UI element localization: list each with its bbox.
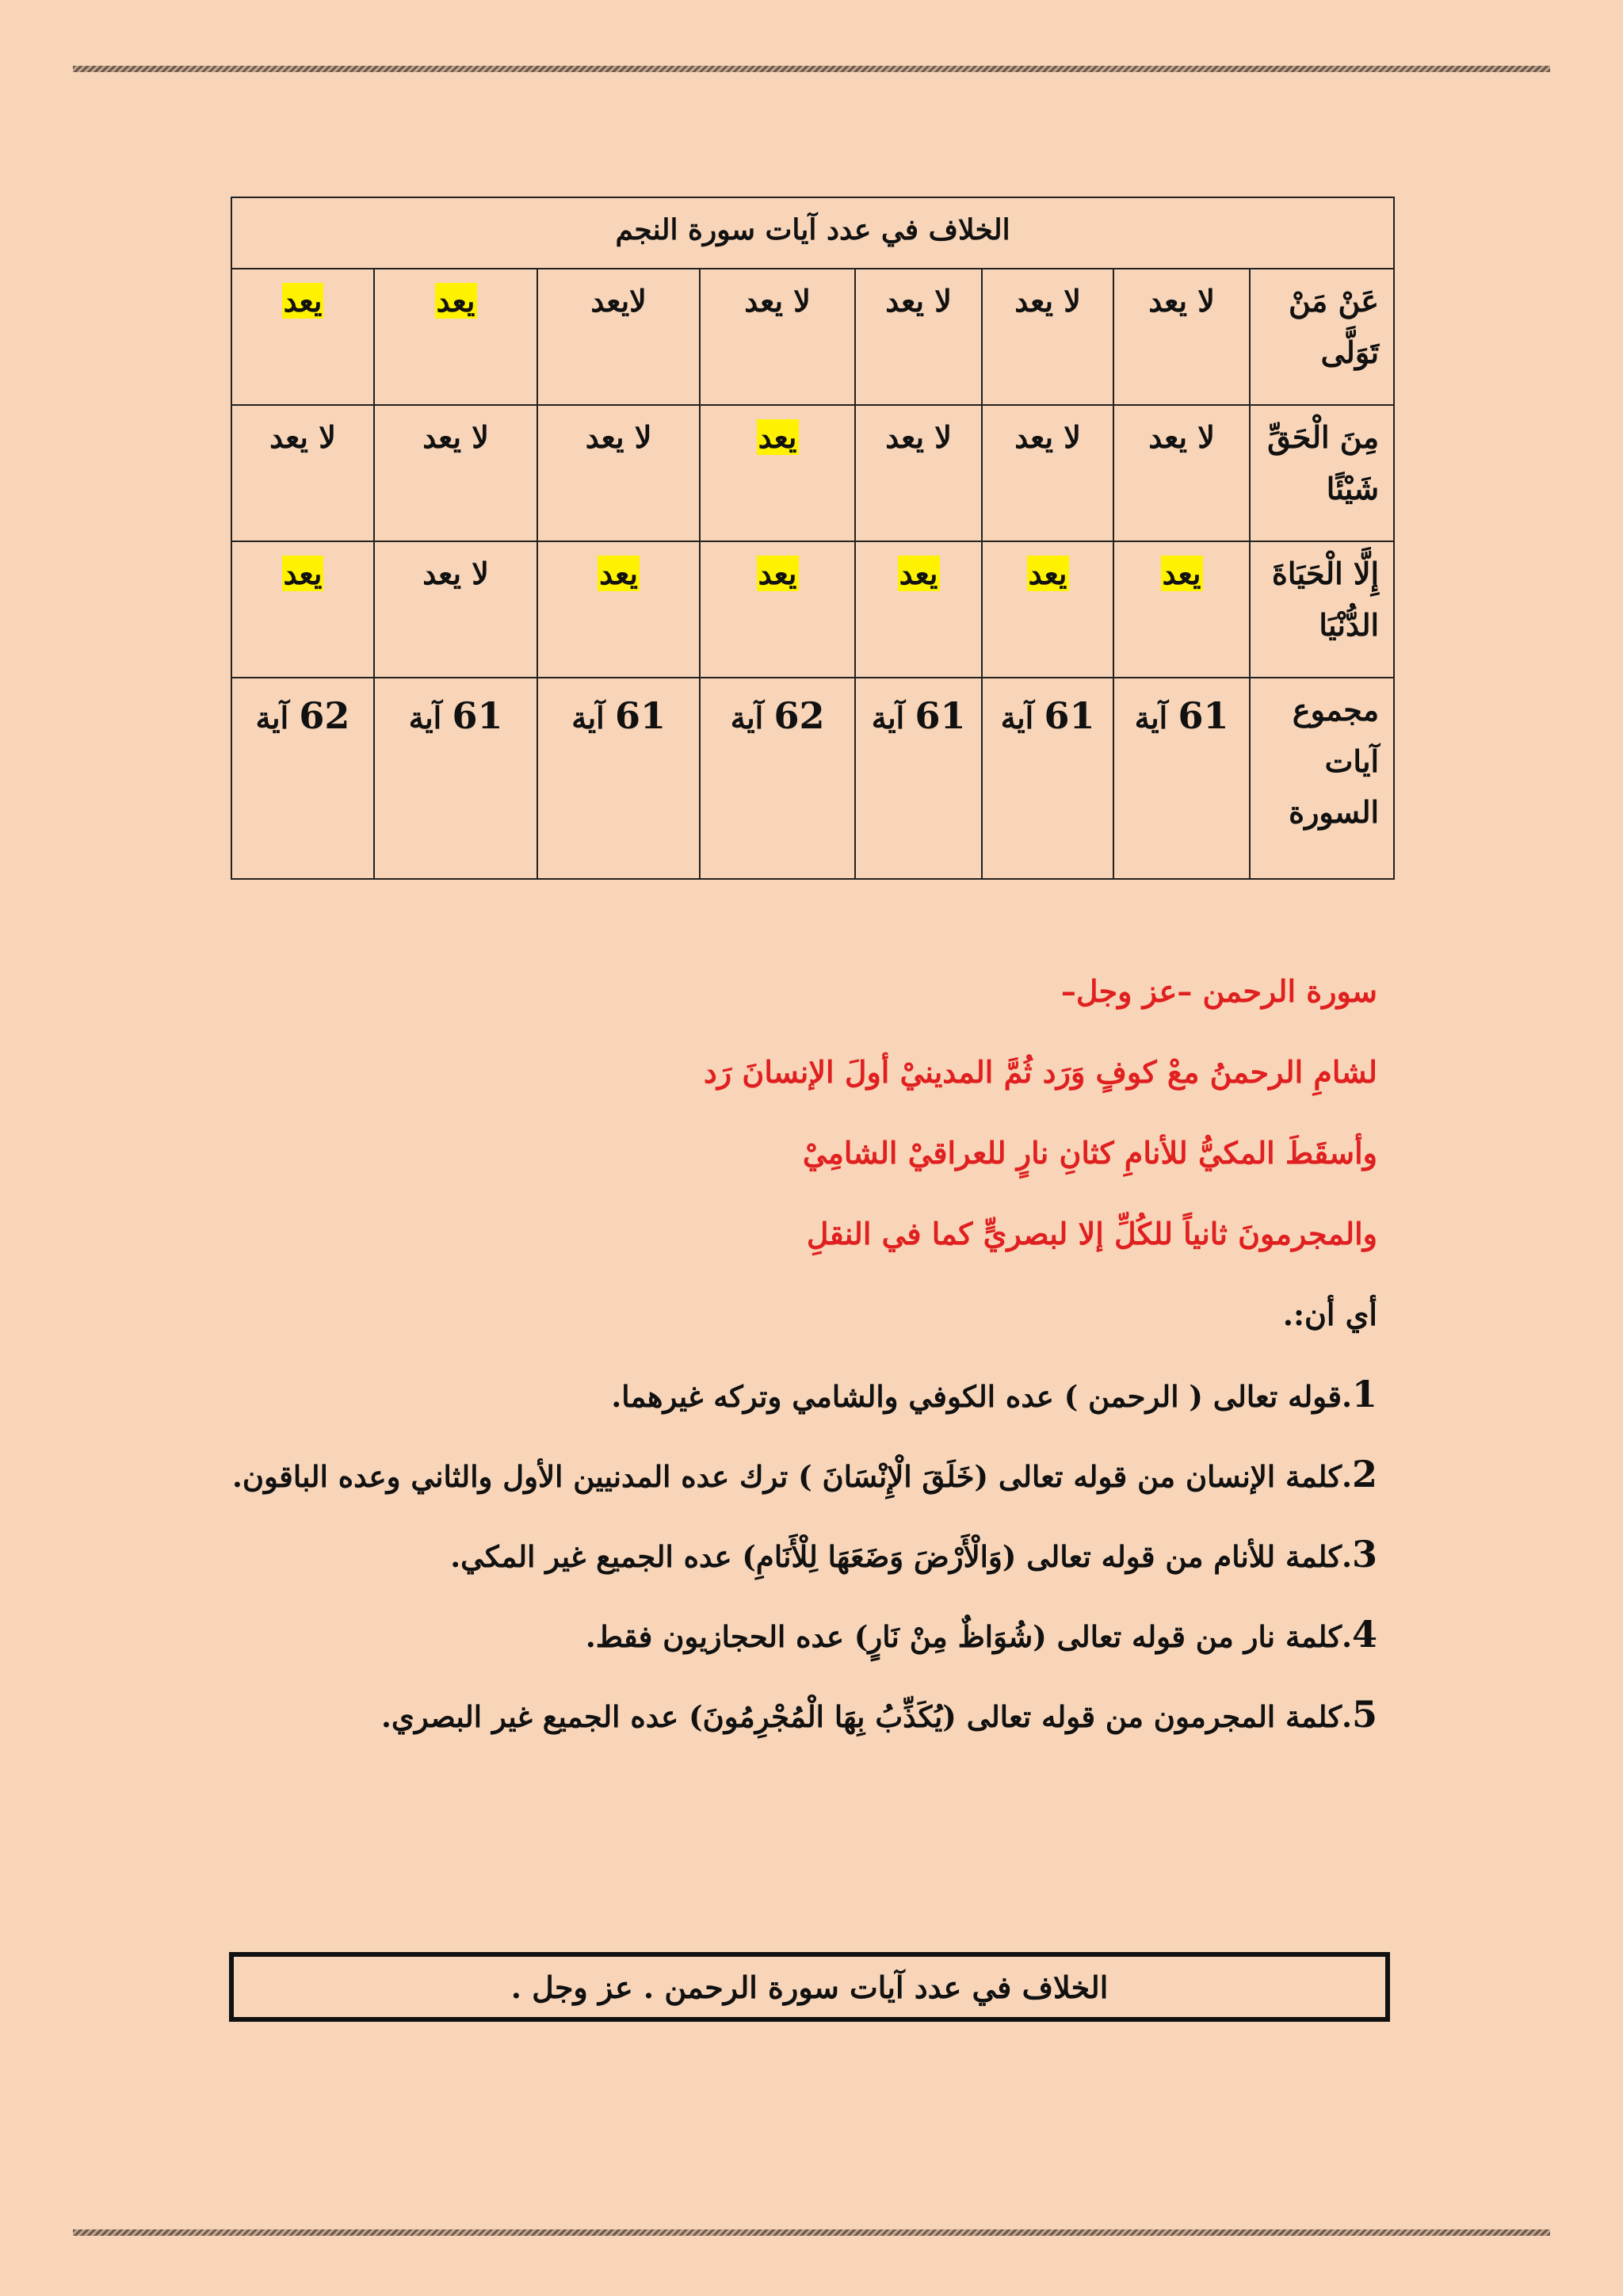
table-cell: لا يعد [374,541,537,678]
table-cell: لا يعد [855,405,982,541]
row-label: إِلَّا الْحَيَاةَ الدُّنْيَا [1250,541,1394,678]
row-label: مِنَ الْحَقِّ شَيْئًا [1250,405,1394,541]
box-title: الخلاف في عدد آيات سورة الرحمن . عز وجل . [510,1969,1109,2005]
bottom-decorative-rule [73,2229,1550,2236]
row-label: مجموع آيات السورة [1250,678,1394,879]
list-item: 1.قوله تعالى ( الرحمن ) عده الكوفي والشامي وتركه غيرهما. [611,1373,1377,1415]
table-cell: لا يعد [374,405,537,541]
total-cell: 61 آية [982,678,1113,879]
table-cell: لا يعد [855,269,982,405]
table-cell: لا يعد [982,269,1113,405]
table-cell: لا يعد [1113,269,1250,405]
table-cell: لايعد [537,269,700,405]
table-cell: يعد [700,405,855,541]
top-decorative-rule [73,66,1550,72]
list-item: 3.كلمة للأنام من قوله تعالى (وَالْأَرْضَ وَضَعَهَا لِلْأَنَامِ) عده الجميع غير المكي. [450,1533,1377,1576]
poem-verse: وأسقَطَ المكيُّ للأنامِ كثانِ نارٍ للعراقيْ الشامِيْ [802,1135,1377,1171]
total-cell: 61 آية [855,678,982,879]
row-label: عَنْ مَنْ تَوَلَّى [1250,269,1394,405]
poem-verse: والمجرمونَ ثانياً للكُلِّ إلا لبصريٍّ كما في النقلِ [806,1216,1377,1251]
table-cell: يعد [982,541,1113,678]
surah-najm-count-table [231,197,1395,880]
section-heading: سورة الرحمن –عز وجل– [1060,973,1377,1009]
table-cell: لا يعد [982,405,1113,541]
total-cell: 61 آية [537,678,700,879]
rahman-section [189,951,1377,1755]
total-cell: 62 آية [700,678,855,879]
table-cell: يعد [1113,541,1250,678]
table-cell: يعد [231,541,374,678]
table-cell: لا يعد [231,405,374,541]
table-title: الخلاف في عدد آيات سورة النجم [231,197,1394,269]
poem-verse: لشامِ الرحمنُ معْ كوفٍ وَرَد ثُمَّ المدينيْ أولَ الإنسانَ رَد [703,1054,1377,1090]
table-cell: يعد [231,269,374,405]
table-total-row [231,678,1394,879]
total-cell: 62 آية [231,678,374,879]
list-item: 5.كلمة المجرمون من قوله تعالى (يُكَذِّبُ بِهَا الْمُجْرِمُونَ) عده الجميع غير البصري. [381,1693,1377,1736]
table-cell: يعد [855,541,982,678]
total-cell: 61 آية [1113,678,1250,879]
list-item: 4.كلمة نار من قوله تعالى (شُوَاظٌ مِنْ نَارٍ) عده الحجازيون فقط. [585,1613,1377,1656]
table-cell: يعد [537,541,700,678]
table-cell: لا يعد [700,269,855,405]
table-row [231,405,1394,541]
intro-text: أي أن:. [1282,1297,1377,1332]
table-row [231,269,1394,405]
table-row [231,541,1394,678]
table-cell: لا يعد [1113,405,1250,541]
table-cell: يعد [374,269,537,405]
list-item: 2.كلمة الإنسان من قوله تعالى (خَلَقَ الْإِنْسَانَ ) ترك عده المدنيين الأول والثاني وعده الباقون. [232,1453,1377,1496]
rahman-title-box [229,1952,1390,2022]
table-cell: لا يعد [537,405,700,541]
table-cell: يعد [700,541,855,678]
total-cell: 61 آية [374,678,537,879]
